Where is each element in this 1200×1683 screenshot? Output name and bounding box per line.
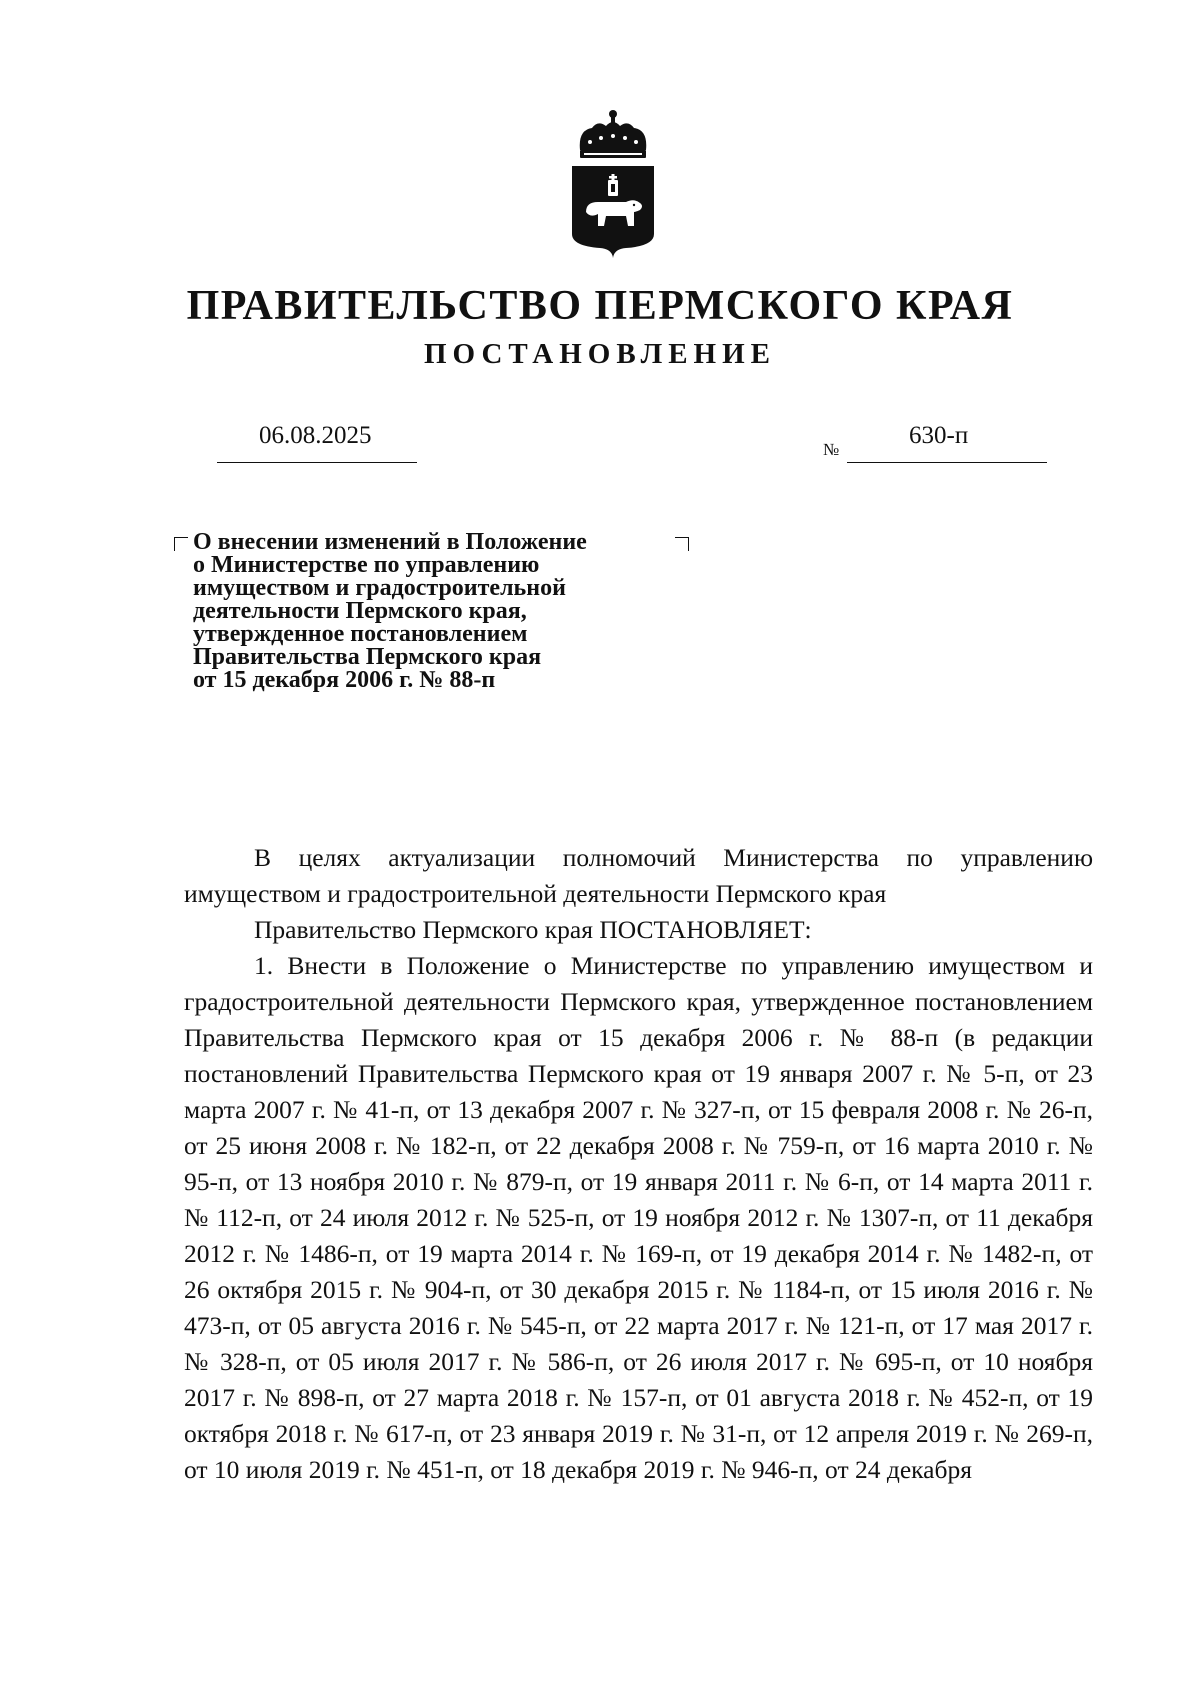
subject-line: от 15 декабря 2006 г. № 88-п (193, 667, 496, 693)
document-body (184, 840, 1093, 1488)
subject-line: О внесении изменений в Положение (193, 529, 587, 555)
subject-line: Правительства Пермского края (193, 644, 542, 670)
document-date: 06.08.2025 (259, 422, 372, 449)
document-subject (193, 531, 683, 692)
subject-corner-left (174, 537, 188, 551)
document-number: 630-п (909, 422, 969, 449)
body-paragraph-purpose: В целях актуализации полномочий Министерства по управлению имуществом и градостроительной деятельности Пермского края (184, 843, 1093, 908)
subject-line: утвержденное постановлением (193, 621, 528, 647)
body-paragraph-resolves: Правительство Пермского края ПОСТАНОВЛЯЕТ: (254, 915, 812, 944)
date-field (217, 420, 417, 463)
number-sign: № (823, 440, 840, 459)
subject-line: о Министерстве по управлению (193, 552, 540, 578)
subject-line: деятельности Пермского края, (193, 598, 527, 624)
number-field (847, 420, 1047, 463)
document-type: ПОСТАНОВЛЕНИЕ (423, 338, 776, 370)
subject-line: имуществом и градостроительной (193, 575, 566, 601)
perm-krai-coat-of-arms-icon (568, 108, 658, 258)
body-paragraph-item-1: 1. Внести в Положение о Министерстве по управлению имуществом и градостроительной деятельности Пермского края, утвержденное постановлением Правительства Пермского края от 15 декабря 2006 г. № 88-п (в редакции постановлений Правительства Пермского края от 19 января 2007 г. № 5-п, от 23 марта 2007 г. № 41-п, от 13 декабря 2007 г. № 327-п, от 15 февраля 2008 г. № 26-п, от 25 июня 2008 г. № 182-п, от 22 декабря 2008 г. № 759-п, от 16 марта 2010 г. № 95-п, от 13 ноября 2010 г. № 879-п, от 19 января 2011 г. № 6-п, от 14 марта 2011 г. № 112-п, от 24 июля 2012 г. № 525-п, от 19 ноября 2012 г. № 1307-п, от 11 декабря 2012 г. № 1486-п, от 19 марта 2014 г. № 169-п, от 19 декабря 2014 г. № 1482-п, от 26 октября 2015 г. № 904-п, от 30 декабря 2015 г. № 1184-п, от 15 июля 2016 г. № 473-п, от 05 августа 2016 г. № 545-п, от 22 марта 2017 г. № 121-п, от 17 мая 2017 г. № 328-п, от 05 июля 2017 г. № 586-п, от 26 июля 2017 г. № 695-п, от 10 ноября 2017 г. № 898-п, от 27 марта 2018 г. № 157-п, от 01 августа 2018 г. № 452-п, от 19 октября 2018 г. № 617-п, от 23 января 2019 г. № 31-п, от 12 апреля 2019 г. № 269-п, от 10 июля 2019 г. № 451-п, от 18 декабря 2019 г. № 946-п, от 24 декабря (184, 951, 1093, 1484)
organization-title: ПРАВИТЕЛЬСТВО ПЕРМСКОГО КРАЯ (186, 283, 1014, 329)
